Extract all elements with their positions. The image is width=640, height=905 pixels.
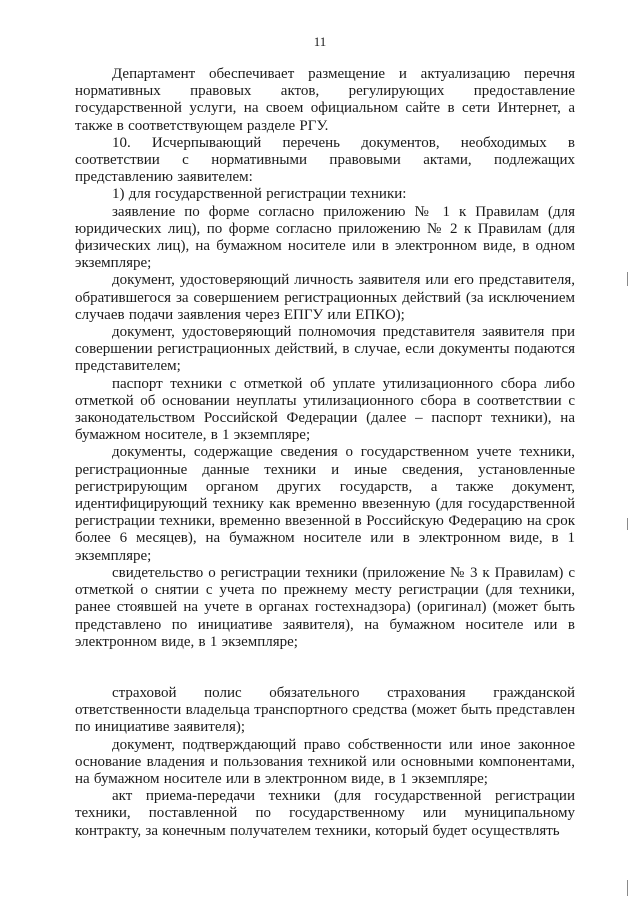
paragraph-registration-certificate: свидетельство о регистрации техники (приложение № 3 к Правилам) с отметкой о снятии с учета по прежнему месту регистрации (для техники, ранее стоявшей на учете в органах гостехнадзора) (оригинал) (может быть представлено по инициативе заявителя), на бумажном носителе или в электронном виде, в 1 экземпляре; [75,564,575,650]
paragraph-identity-document: документ, удостоверяющий личность заявителя или его представителя, обратившегося за совершением регистрационных действий (за исключением случаев подачи заявления через ЕПГУ или ЕПКО); [75,272,575,323]
document-body [75,66,575,840]
scan-margin-mark [627,880,628,896]
paragraph-transfer-act: акт приема-передачи техники (для государственной регистрации техники, поставленной по государственному или муниципальному контракту, за конечным получателем техники, который будет осуществлять [75,788,575,839]
paragraph-subitem-1-heading: 1) для государственной регистрации техники: [112,186,407,203]
paragraph-gap [75,651,575,685]
paragraph-item-10-heading: 10. Исчерпывающий перечень документов, необходимых в соответствии с нормативными правовыми актами, подлежащих представлению заявителем: [75,134,575,186]
paragraph-department-publishing: Департамент обеспечивает размещение и актуализацию перечня нормативных правовых актов, регулирующих предоставление государственной услуги, на своем официальном сайте в сети Интернет, а также в соответствующем разделе РГУ. [75,66,575,134]
paragraph-insurance-policy: страховой полис обязательного страхования гражданской ответственности владельца транспортного средства (может быть представлен по инициативе заявителя); [75,684,575,736]
page-number: 11 [313,34,327,49]
paragraph-ownership-document: документ, подтверждающий право собственности или иное законное основание владения и пользования техникой или основными компонентами, на бумажном носителе или в электронном виде, в 1 экземпляре; [75,736,575,787]
paragraph-authority-document: документ, удостоверяющий полномочия представителя заявителя при совершении регистрационных действий, в случае, если документы подаются представителем; [75,324,575,375]
paragraph-application-form: заявление по форме согласно приложению № 1 к Правилам (для юридических лиц), по форме согласно приложению № 2 к Правилам (для физических лиц), на бумажном носителе или в электронном виде, в одном экземпляре; [75,203,575,272]
scan-margin-mark [627,272,628,286]
paragraph-foreign-registration: документы, содержащие сведения о государственном учете техники, регистрационные данные техники и иные сведения, установленные регистрирующим органом других государств, а также документ, идентифицирующий технику как временно ввезенную (для государственной регистрации техники, временно ввезенной в Российскую Федерацию на срок более 6 месяцев), на бумажном носителе или в электронном виде, в 1 экземпляре; [75,444,575,564]
scan-margin-mark [627,518,628,530]
paragraph-vehicle-passport: паспорт техники с отметкой об уплате утилизационного сбора либо отметкой об основании неуплаты утилизационного сбора в соответствии с законодательством Российской Федерации (далее – паспорт техники), на бумажном носителе, в 1 экземпляре; [75,375,575,444]
